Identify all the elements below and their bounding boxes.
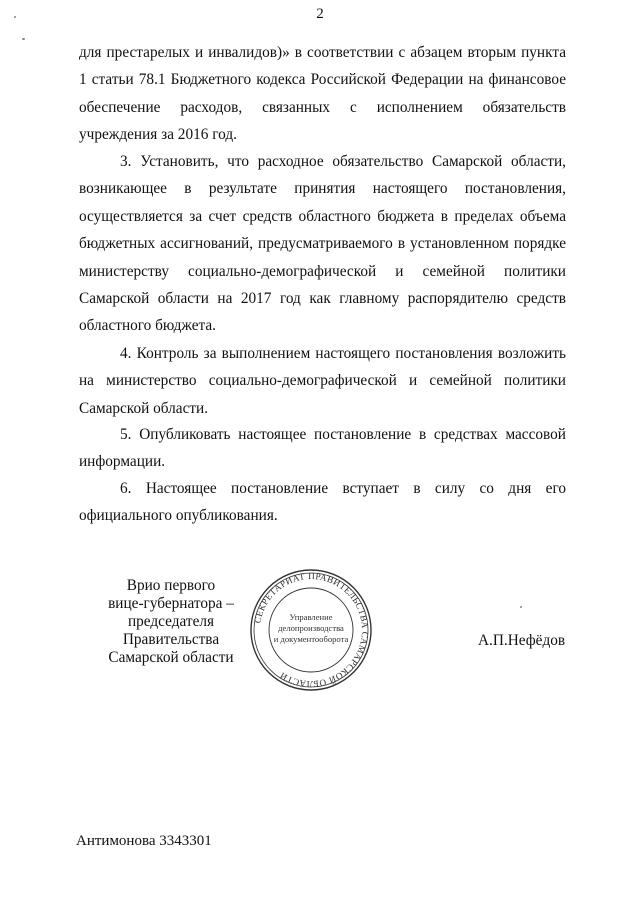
signatory-line: Самарской области bbox=[108, 649, 234, 666]
executor-contact: Антимонова 3343301 bbox=[76, 833, 212, 849]
seal-center-line: и документооборота bbox=[273, 634, 349, 644]
seal-ring-text: СЕКРЕТАРИАТ ПРАВИТЕЛЬСТВА САМАРСКОЙ ОБЛАСТИ bbox=[252, 570, 371, 690]
official-seal-stamp bbox=[249, 568, 373, 692]
signatory-line: председателя Правительства bbox=[122, 613, 220, 648]
signatory-line: Врио первого bbox=[126, 577, 216, 594]
paragraph-item-4: 4. Контроль за выполнением настоящего постановления возложить на министерство социально-демографической и семейной политики Самарской области. bbox=[79, 345, 566, 417]
scan-speck bbox=[14, 16, 16, 18]
paragraph-item-5: 5. Опубликовать настоящее постановление в средствах массовой информации. bbox=[79, 426, 566, 471]
signatory-position bbox=[82, 577, 260, 667]
seal-center-line: делопроизводства bbox=[278, 623, 344, 633]
seal-center-line: Управление bbox=[289, 612, 333, 622]
page-number: 2 bbox=[316, 6, 324, 22]
paragraph-item-6: 6. Настоящее постановление вступает в силу со дня его официального опубликования. bbox=[79, 480, 566, 525]
paragraph-continuation: для престарелых и инвалидов)» в соответствии с абзацем вторым пункта 1 статьи 78.1 Бюджетного кодекса Российской Федерации на финансовое обеспечение расходов, связанных с исполнением обязательств учреждения за 2016 год. bbox=[79, 44, 566, 144]
scan-speck bbox=[22, 38, 25, 40]
paragraph-item-3: 3. Установить, что расходное обязательство Самарской области, возникающее в результате принятия настоящего постановления, осуществляется за счет средств областного бюджета в пределах объема бюджетных ассигнований, предусматриваемого в установленном порядке министерству социально-демографической и семейной политики Самарской области на 2017 год как главному распорядителю средств областного бюджета. bbox=[79, 153, 566, 335]
signatory-name: А.П.Нефёдов bbox=[478, 632, 566, 649]
signatory-line: вице-губернатора – bbox=[108, 595, 234, 612]
scan-speck bbox=[520, 606, 522, 608]
